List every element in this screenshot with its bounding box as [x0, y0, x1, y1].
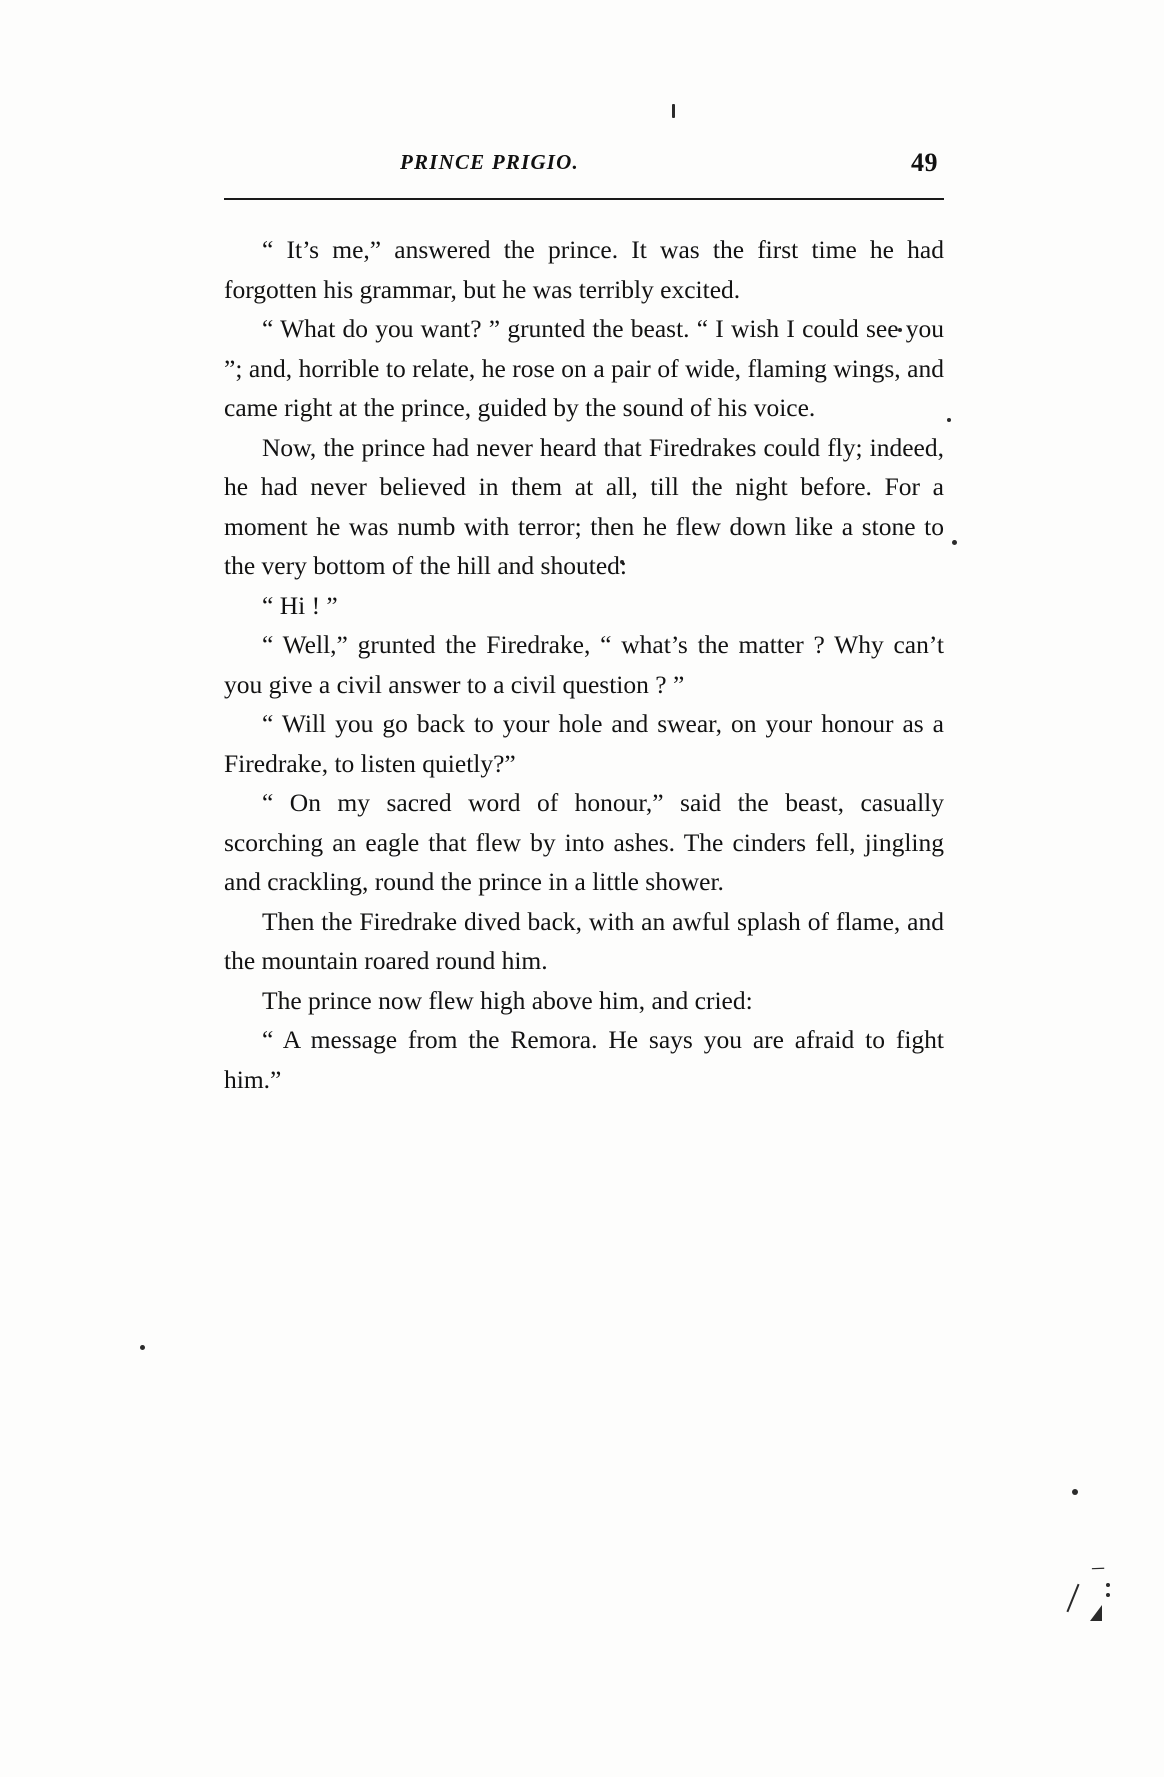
paragraph: “ Will you go back to your hole and swear, on your honour as a Firedrake, to listen quietly?” [224, 709, 944, 778]
scan-speck [672, 104, 675, 118]
paragraph: Then the Firedrake dived back, with an awful splash of flame, and the mountain roared round him. [224, 906, 944, 976]
paragraph: “ What do you want? ” grunted the beast. “ I wish I could see you ”; and, horrible to relate, he rose on a pair of wide, flaming wings, and came right at the prince, guided by the sound of his voice. [224, 314, 944, 423]
page-number: 49 [911, 148, 938, 177]
body-text [224, 230, 944, 1099]
header-rule [224, 198, 944, 200]
scan-speck [947, 418, 951, 422]
paragraph: Now, the prince had never heard that Firedrakes could fly; indeed, he had never believed in them at all, till the night before. For a moment he was numb with terror; then he flew down like a stone to the very bottom of the hill and shouted: [224, 432, 944, 581]
corner-slash-mark [1072, 1583, 1102, 1627]
paragraph: “ Well,” grunted the Firedrake, “ what’s the matter ? Why can’t you give a civil answer to a civil question ? ” [224, 630, 944, 699]
scan-speck [140, 1345, 145, 1350]
corner-dash-mark: – [1091, 1553, 1105, 1581]
scan-speck [1106, 1593, 1110, 1597]
scan-speck [1106, 1583, 1110, 1587]
scan-speck [952, 540, 957, 545]
paragraph: “ A message from the Remora. He says you are afraid to fight him.” [224, 1025, 944, 1094]
running-head [224, 150, 944, 194]
running-title: PRINCE PRIGIO. [400, 150, 579, 174]
page-text-block [224, 150, 944, 1099]
paragraph: The prince now flew high above him, and cried: [262, 985, 753, 1015]
scan-speck [1072, 1489, 1078, 1495]
paragraph: “ Hi ! ” [262, 590, 338, 620]
paragraph: “ On my sacred word of honour,” said the beast, casually scorching an eagle that flew by into ashes. The cinders fell, jingling and crackling, round the prince in a little shower. [224, 788, 944, 897]
paragraph: “ It’s me,” answered the prince. It was the first time he had forgotten his grammar, but he was terribly excited. [224, 235, 944, 304]
